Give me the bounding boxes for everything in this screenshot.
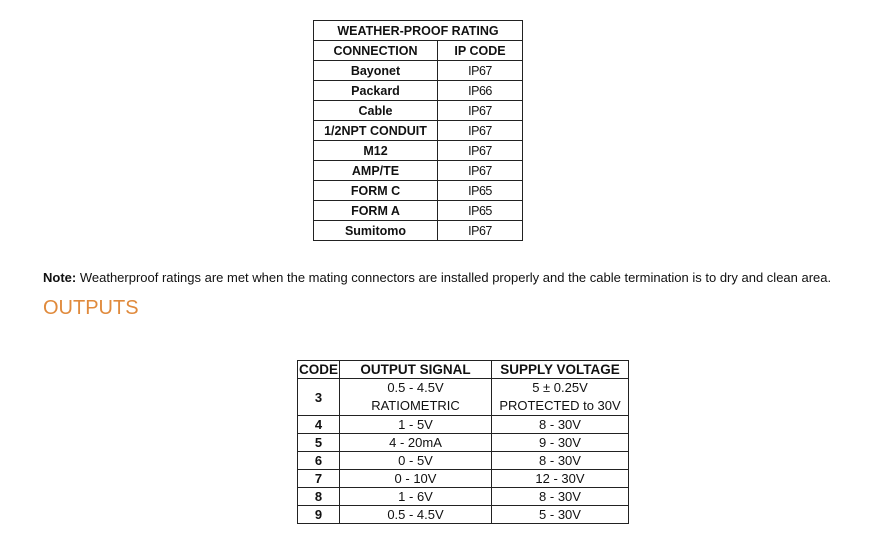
- code-cell: 8: [298, 488, 340, 506]
- supply-voltage-cell: 5 - 30V: [492, 506, 629, 524]
- connection-cell: FORM A: [314, 201, 438, 221]
- code-cell: 6: [298, 452, 340, 470]
- ip-code-cell: IP67: [438, 221, 523, 241]
- table-row: [298, 379, 629, 416]
- supply-voltage-cell: 8 - 30V: [492, 488, 629, 506]
- ip-code-cell: IP67: [438, 121, 523, 141]
- table-row: [314, 141, 523, 161]
- ip-code-cell: IP67: [438, 61, 523, 81]
- column-header-code: CODE: [298, 362, 338, 377]
- output-signal-cell: 4 - 20mA: [340, 434, 492, 452]
- output-signal-cell: 0 - 5V: [340, 452, 492, 470]
- column-header-connection: CONNECTION: [314, 41, 438, 61]
- supply-voltage-cell: 8 - 30V: [492, 416, 629, 434]
- supply-voltage-cell: [492, 379, 629, 416]
- column-header-output-signal: OUTPUT SIGNAL: [340, 361, 492, 379]
- ip-code-cell: IP67: [438, 141, 523, 161]
- output-signal-cell: 1 - 5V: [340, 416, 492, 434]
- supply-voltage-line-2: PROTECTED to 30V: [499, 398, 621, 413]
- ip-code-cell: IP65: [438, 181, 523, 201]
- connection-cell: Bayonet: [314, 61, 438, 81]
- supply-voltage-cell: 8 - 30V: [492, 452, 629, 470]
- supply-voltage-cell: 9 - 30V: [492, 434, 629, 452]
- output-signal-line-2: RATIOMETRIC: [371, 398, 460, 413]
- table-row: [298, 470, 629, 488]
- connection-cell: Packard: [314, 81, 438, 101]
- output-signal-cell: 0.5 - 4.5V: [340, 506, 492, 524]
- table-row: [298, 506, 629, 524]
- outputs-table: [297, 360, 629, 524]
- table-row: [314, 181, 523, 201]
- weatherproof-note: [43, 270, 883, 285]
- table-row: [314, 161, 523, 181]
- connection-cell: AMP/TE: [314, 161, 438, 181]
- ip-code-cell: IP66: [438, 81, 523, 101]
- output-signal-cell: 0 - 10V: [340, 470, 492, 488]
- table-title: WEATHER-PROOF RATING: [314, 21, 523, 41]
- code-cell: 3: [298, 379, 340, 416]
- connection-cell: Cable: [314, 101, 438, 121]
- connection-cell: FORM C: [314, 181, 438, 201]
- column-header-supply-voltage: SUPPLY VOLTAGE: [492, 361, 629, 379]
- table-row: [314, 221, 523, 241]
- output-signal-line-1: 0.5 - 4.5V: [387, 380, 444, 395]
- table-row: [314, 81, 523, 101]
- note-text: Weatherproof ratings are met when the mating connectors are installed properly and the cable termination is to dry and clean area.: [76, 270, 832, 285]
- supply-voltage-cell: 12 - 30V: [492, 470, 629, 488]
- table-row: [298, 488, 629, 506]
- outputs-heading: OUTPUTS: [43, 297, 139, 319]
- column-header-ip-code: IP CODE: [438, 41, 523, 61]
- table-header-row: [314, 41, 523, 61]
- output-signal-cell: 1 - 6V: [340, 488, 492, 506]
- code-cell: 7: [298, 470, 340, 488]
- supply-voltage-line-1: 5 ± 0.25V: [532, 380, 588, 395]
- code-cell: 5: [298, 434, 340, 452]
- connection-cell: Sumitomo: [314, 221, 438, 241]
- note-label: Note:: [43, 270, 77, 285]
- table-row: [314, 61, 523, 81]
- table-row: [298, 452, 629, 470]
- ip-code-cell: IP67: [438, 101, 523, 121]
- code-cell: 4: [298, 416, 340, 434]
- connection-cell: M12: [314, 141, 438, 161]
- connection-cell: 1/2NPT CONDUIT: [314, 121, 438, 141]
- table-row: [298, 416, 629, 434]
- table-row: [298, 434, 629, 452]
- ip-code-cell: IP65: [438, 201, 523, 221]
- table-row: [314, 101, 523, 121]
- output-signal-cell: [340, 379, 492, 416]
- table-row: [314, 201, 523, 221]
- code-cell: 9: [298, 506, 340, 524]
- weatherproof-rating-table: [313, 20, 523, 241]
- table-title-row: [314, 21, 523, 41]
- ip-code-cell: IP67: [438, 161, 523, 181]
- table-row: [314, 121, 523, 141]
- table-header-row: [298, 361, 629, 379]
